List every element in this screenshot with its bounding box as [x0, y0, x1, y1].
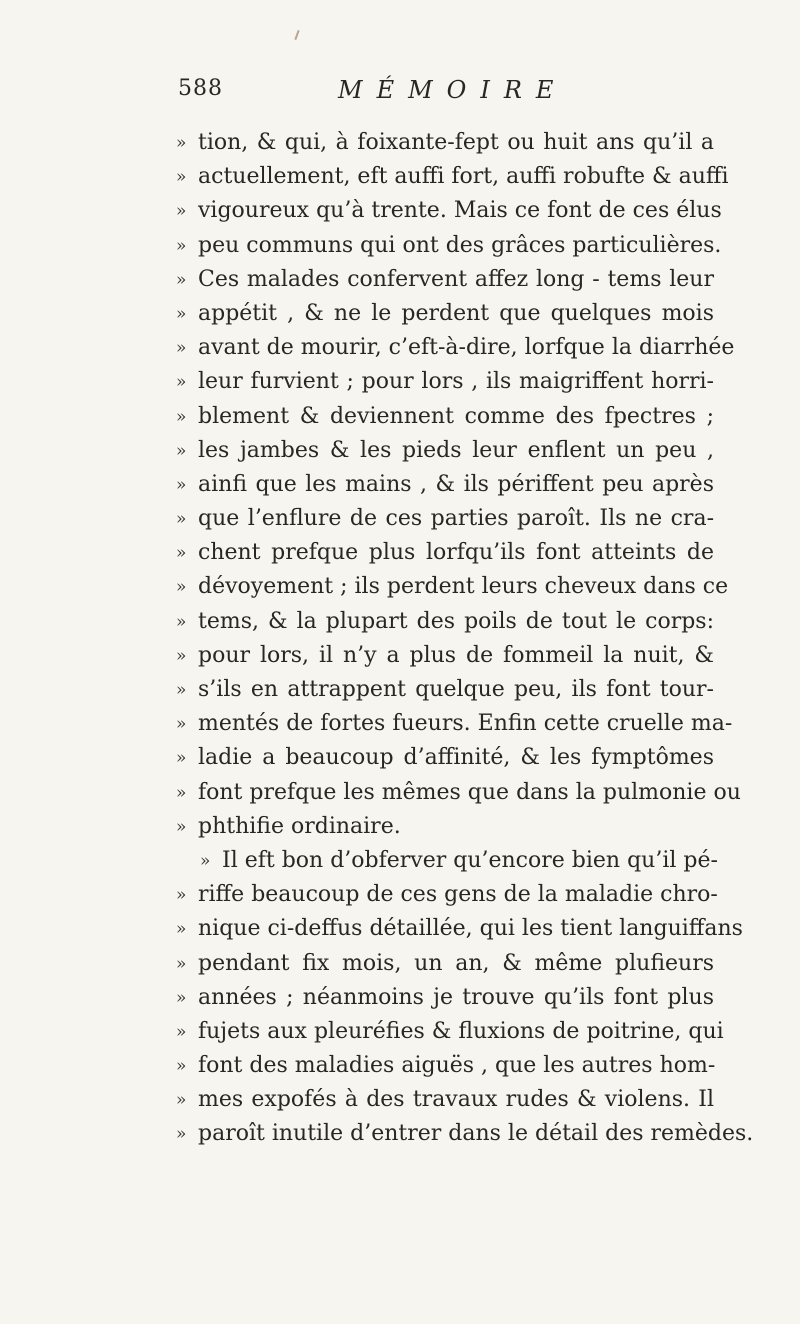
quote-mark: » [176, 953, 187, 974]
line-text: Il eft bon d’obferver qu’encore bien qu’il pé- [222, 847, 718, 873]
text-line [176, 776, 741, 810]
quote-mark: » [176, 133, 187, 153]
text-line [176, 1083, 716, 1117]
text-line [176, 502, 716, 536]
text-line [176, 126, 716, 160]
text-line [176, 981, 716, 1015]
quote-mark: » [176, 303, 187, 324]
text-line [176, 878, 716, 912]
text-line [176, 365, 716, 399]
line-text: vigoureux qu’à trente. Mais ce font de ces élus [198, 198, 722, 224]
quote-mark: » [176, 235, 187, 256]
quote-mark: » [176, 509, 187, 530]
text-line [176, 741, 716, 775]
page-number: 588 [178, 76, 223, 101]
quote-mark: » [176, 1056, 187, 1077]
text-line [176, 673, 716, 707]
quote-mark: » [176, 269, 187, 290]
line-text: Ces malades confervent affez long - tems leur [198, 266, 714, 292]
text-line [176, 263, 716, 297]
text-line [176, 639, 716, 673]
text-line [176, 1117, 754, 1151]
ink-mark [294, 30, 299, 40]
line-text: années ; néanmoins je trouve qu’ils font plus [198, 984, 714, 1010]
quote-mark: » [176, 201, 187, 222]
line-text: leur furvient ; pour lors , ils maigriffent horri- [198, 369, 714, 395]
text-line [176, 844, 716, 878]
line-text: actuellement, eft auffi fort, auffi robufte & auffi [198, 164, 729, 190]
quote-mark: » [176, 1090, 187, 1111]
line-text: font des maladies aiguës , que les autres hom- [198, 1053, 716, 1079]
quote-mark: » [176, 645, 187, 666]
line-text: ladie a beaucoup d’affinité, & les fymptômes [198, 745, 714, 771]
text-line [176, 536, 716, 570]
line-text: avant de mourir, c’eft-à-dire, lorfque la diarrhée [198, 335, 735, 361]
line-text: les jambes & les pieds leur enflent un peu , [198, 437, 714, 463]
quote-mark: » [176, 748, 187, 769]
line-text: pour lors, il n’y a plus de fommeil la nuit, & [198, 642, 714, 668]
line-text: appétit , & ne le perdent que quelques mois [198, 300, 714, 326]
text-line [176, 947, 716, 981]
text-line [176, 400, 716, 434]
line-text: dévoyement ; ils perdent leurs cheveux dans ce [198, 574, 729, 600]
text-line [176, 229, 722, 263]
text-line [176, 1049, 716, 1083]
text-line [176, 160, 729, 194]
text-line [176, 468, 716, 502]
quote-mark: » [176, 543, 187, 564]
line-text: mentés de fortes fueurs. Enfin cette cruelle ma- [198, 711, 733, 737]
quote-mark: » [176, 885, 187, 906]
quote-mark: » [176, 782, 187, 803]
line-text: paroît inutile d’entrer dans le détail des remèdes. [198, 1121, 754, 1147]
text-line [176, 1015, 724, 1049]
line-text: font prefque les mêmes que dans la pulmonie ou [198, 779, 741, 805]
quote-mark: » [176, 338, 187, 359]
line-text: que l’enflure de ces parties paroît. Ils ne cra- [198, 506, 714, 532]
page-header [178, 76, 598, 116]
quote-mark: » [176, 167, 187, 188]
quote-mark: » [176, 1124, 187, 1145]
text-line [176, 810, 716, 844]
line-text: peu communs qui ont des grâces particulières. [198, 232, 722, 258]
text-line [176, 434, 716, 468]
quote-mark: » [176, 1021, 187, 1042]
text-line [176, 297, 716, 331]
text-body [176, 126, 754, 1152]
line-text: riffe beaucoup de ces gens de la maladie chro- [198, 882, 718, 908]
quote-mark: » [176, 987, 187, 1008]
text-line [176, 707, 733, 741]
quote-mark: » [176, 577, 187, 598]
quote-mark: » [200, 850, 211, 871]
quote-mark: » [176, 372, 187, 393]
line-text: blement & deviennent comme des fpectres ; [198, 403, 714, 429]
text-line [176, 605, 716, 639]
line-text: mes expofés à des travaux rudes & violens. Il [198, 1087, 714, 1113]
line-text: pendant fix mois, un an, & même plufieurs [198, 950, 714, 976]
quote-mark: » [176, 816, 187, 837]
text-line [176, 331, 735, 365]
line-text: phthifie ordinaire. [198, 813, 401, 839]
text-line [176, 194, 722, 228]
line-text: chent prefque plus lorfqu’ils font atteints de [198, 540, 714, 566]
text-line [176, 570, 729, 604]
quote-mark: » [176, 714, 187, 735]
quote-mark: » [176, 440, 187, 461]
line-text: nique ci-deffus détaillée, qui les tient languiffans [198, 916, 743, 942]
line-text: fujets aux pleuréfies & fluxions de poitrine, qui [198, 1018, 724, 1044]
quote-mark: » [176, 611, 187, 632]
quote-mark: » [176, 406, 187, 427]
line-text: tion, & qui, à foixante-fept ou huit ans qu’il a [198, 130, 714, 155]
line-text: tems, & la plupart des poils de tout le corps: [198, 608, 714, 634]
line-text: ainfi que les mains , & ils périffent peu après [198, 471, 714, 497]
running-title: MÉMOIRE [338, 76, 568, 104]
quote-mark: » [176, 919, 187, 940]
text-line [176, 912, 743, 946]
line-text: s’ils en attrappent quelque peu, ils font tour- [198, 677, 714, 702]
quote-mark: » [176, 474, 187, 495]
quote-mark: » [176, 680, 187, 700]
